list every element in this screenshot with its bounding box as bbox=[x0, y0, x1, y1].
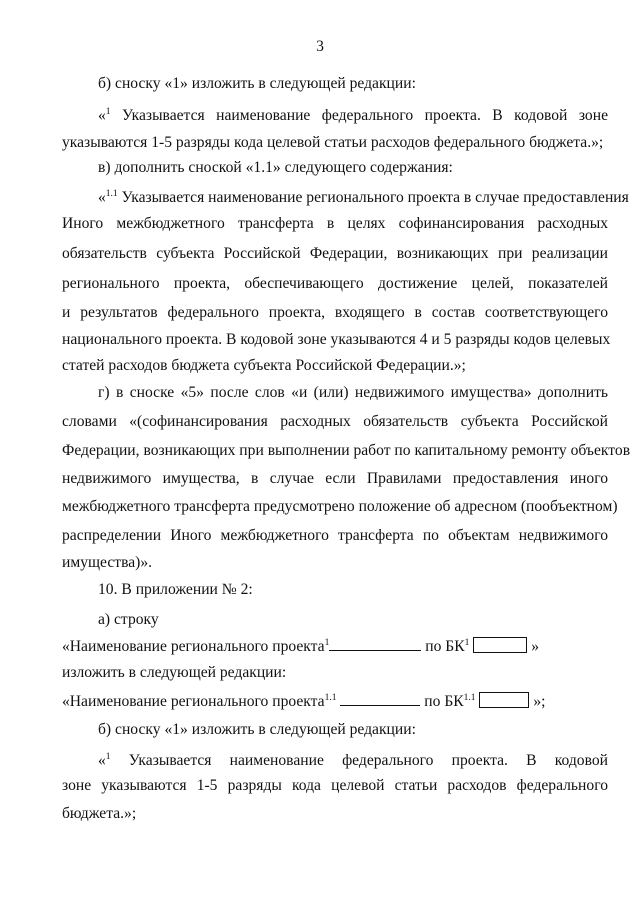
footnote-marker: 1.1 bbox=[105, 189, 118, 199]
form-row-old: «Наименование регионального проекта$^1$ по $БК^1$ » bbox=[62, 638, 539, 655]
paragraph-line: бюджета.»; bbox=[62, 805, 137, 822]
form-row-new: «Наименование регионального проекта$^{1.1}$ по $БК^{1.1}$ »; bbox=[62, 693, 546, 710]
footnote-marker: 1.1 bbox=[463, 693, 476, 703]
paragraph-line: словами «(софинансирования расходных обязательств субъекта Российской bbox=[62, 413, 608, 430]
footnote-marker: 1.1 bbox=[324, 693, 337, 703]
paragraph-line: «$^1$ Указывается наименование федерального проекта. В кодовой зоне bbox=[98, 107, 608, 124]
paragraph-line: национального проекта. В кодовой зоне указываются 4 и 5 разряды кодов целевых bbox=[62, 331, 611, 348]
blank-underline bbox=[340, 693, 420, 706]
paragraph-line: имущества)». bbox=[62, 554, 153, 571]
footnote-marker: 1 bbox=[464, 638, 470, 648]
paragraph-line: изложить в следующей редакции: bbox=[62, 664, 287, 681]
paragraph-line: б) сноску «1» изложить в следующей редакции: bbox=[98, 721, 416, 738]
paragraph-line: и результатов федерального проекта, входящего в состав соответствующего bbox=[62, 304, 608, 321]
paragraph-line: г) в сноске «5» после слов «и (или) недвижимого имущества» дополнить bbox=[98, 384, 608, 401]
paragraph-line: в) дополнить сноской «1.1» следующего содержания: bbox=[98, 159, 453, 176]
paragraph-line: указываются 1-5 разряды кода целевой статьи расходов федерального бюджета.»; bbox=[62, 134, 604, 151]
code-box bbox=[479, 692, 529, 708]
paragraph-line: б) сноску «1» изложить в следующей редакции: bbox=[98, 75, 416, 92]
paragraph-line: обязательств субъекта Российской Федерации, возникающих при реализации bbox=[62, 245, 608, 262]
paragraph-line: зоне указываются 1-5 разряды кода целевой статьи расходов федерального bbox=[62, 777, 608, 794]
paragraph-line: «$^1$ Указывается наименование федерального проекта. В кодовой bbox=[98, 752, 608, 769]
footnote-marker: 1 bbox=[324, 638, 330, 648]
paragraph-line: а) строку bbox=[98, 611, 159, 628]
paragraph-line: межбюджетного трансферта предусмотрено положение об адресном (пообъектном) bbox=[62, 498, 618, 515]
code-box bbox=[473, 637, 527, 653]
paragraph-line: Федерации, возникающих при выполнении работ по капитальному ремонту объектов bbox=[62, 442, 631, 459]
paragraph-line: статей расходов бюджета субъекта Российской Федерации.»; bbox=[62, 357, 466, 374]
footnote-marker: 1 bbox=[105, 752, 111, 762]
paragraph-line: 10. В приложении № 2: bbox=[98, 581, 253, 598]
blank-underline bbox=[329, 638, 421, 651]
paragraph-line: «$^{1.1}$ Указывается наименование регионального проекта в случае предоставления bbox=[98, 189, 629, 206]
paragraph-line: регионального проекта, обеспечивающего достижение целей, показателей bbox=[62, 275, 608, 292]
paragraph-line: распределении Иного межбюджетного трансферта по объектам недвижимого bbox=[62, 527, 608, 544]
page-number: 3 bbox=[316, 38, 324, 55]
paragraph-line: недвижимого имущества, в случае если Правилами предоставления иного bbox=[62, 470, 608, 487]
paragraph-line: Иного межбюджетного трансферта в целях софинансирования расходных bbox=[62, 215, 608, 232]
footnote-marker: 1 bbox=[105, 107, 111, 117]
